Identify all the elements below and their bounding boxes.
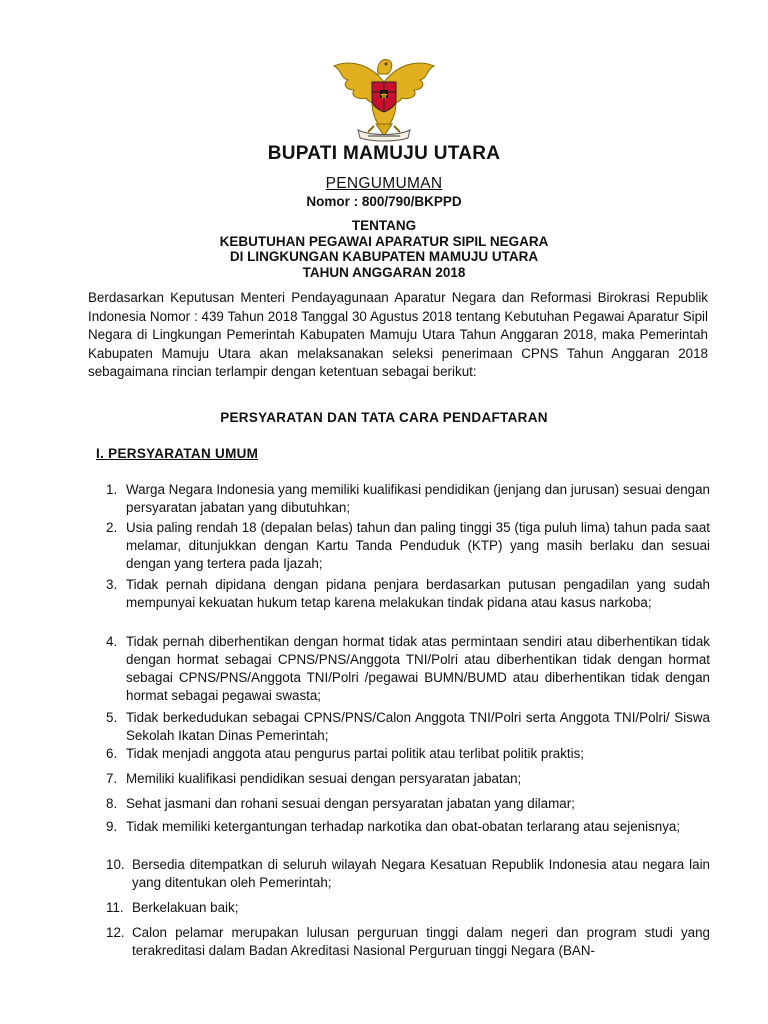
item-text: Bersedia ditempatkan di seluruh wilayah Negara Kesatuan Republik Indonesia atau negara lain yang ditentukan oleh Pemerintah;: [132, 857, 710, 890]
garuda-emblem-icon: [328, 52, 440, 142]
subject-line: KEBUTUHAN PEGAWAI APARATUR SIPIL NEGARA: [219, 233, 549, 249]
list-item: [106, 576, 710, 612]
item-number: 10.: [106, 857, 125, 872]
subject-line: TENTANG: [351, 218, 417, 233]
item-text: Warga Negara Indonesia yang memiliki kualifikasi pendidikan (jenjang dan jurusan) sesuai dengan persyaratan jabatan yang dibutuhkan;: [126, 482, 710, 515]
item-text: Tidak menjadi anggota atau pengurus partai politik atau terlibat politik praktis;: [126, 746, 585, 761]
item-text: Sehat jasmani dan rohani sesuai dengan persyaratan jabatan yang dilamar;: [126, 796, 575, 811]
list-item: [106, 795, 710, 813]
item-text: Usia paling rendah 18 (depalan belas) tahun dan paling tinggi 35 (tiga puluh lima) tahun pada saat melamar, ditunjukkan dengan Kartu Tanda Penduduk (KTP) yang masih berlaku dan sesuai dengan yang tertera pada Ijazah;: [126, 520, 710, 571]
item-text: Tidak pernah dipidana dengan pidana penjara berdasarkan putusan pengadilan yang sudah mempunyai kekuatan hukum tetap karena melakukan tindak pidana atau kasus narkoba;: [126, 577, 710, 610]
item-number: 3.: [106, 577, 118, 592]
list-item: [106, 856, 710, 892]
subject-line: DI LINGKUNGAN KABUPATEN MAMUJU UTARA: [229, 249, 539, 264]
item-number: 12.: [106, 925, 125, 940]
list-item: [106, 709, 710, 745]
document-number: Nomor : 800/790/BKPPD: [306, 194, 462, 209]
item-number: 6.: [106, 746, 118, 761]
list-item: [106, 924, 710, 960]
item-text: Memiliki kualifikasi pendidikan sesuai dengan persyaratan jabatan;: [126, 771, 522, 786]
item-text: Tidak memiliki ketergantungan terhadap narkotika dan obat-obatan terlarang atau sejenisnya;: [126, 819, 681, 834]
item-number: 5.: [106, 710, 118, 725]
list-item: [106, 481, 710, 517]
item-text: Calon pelamar merupakan lulusan perguruan tinggi dalam negeri dan program studi yang terakreditasi dalam Badan Akreditasi Nasional Perguruan tinggi Negara (BAN-: [132, 925, 710, 958]
item-text: Tidak pernah diberhentikan dengan hormat tidak atas permintaan sendiri atau diberhentikan tidak dengan hormat sebagai CPNS/PNS/Anggota TNI/Polri atau diberhentikan tidak dengan hormat sebagai CPNS/PNS/Anggota TNI/Polri /pegawai BUMN/BUMD atau diberhentikan tidak dengan hormat sebagai pegawai swasta;: [126, 634, 710, 703]
item-number: 9.: [106, 819, 118, 834]
list-item: [106, 818, 710, 836]
announcement-heading: PENGUMUMAN: [325, 175, 443, 192]
subsection-title: PERSYARATAN UMUM: [108, 446, 259, 461]
item-number: 8.: [106, 796, 118, 811]
subject-line: TAHUN ANGGARAN 2018: [302, 264, 466, 280]
list-item: [106, 770, 710, 788]
intro-paragraph: Berdasarkan Keputusan Menteri Pendayagunaan Aparatur Negara dan Reformasi Birokrasi Republik Indonesia Nomor : 439 Tahun 2018 Tanggal 30 Agustus 2018 tentang Kebutuhan Pegawai Aparatur Sipil Negara di Lingkungan Pemerintah Kabupaten Mamuju Utara Tahun Anggaran 2018, maka Pemerintah Kabupaten Mamuju Utara akan melaksanakan seleksi penerimaan CPNS Tahun Anggaran 2018 sebagaimana rincian terlampir dengan ketentuan sebagai berikut:: [88, 290, 708, 379]
list-item: [106, 899, 710, 917]
item-number: 7.: [106, 771, 118, 786]
list-item: [106, 633, 710, 705]
subsection-heading: [96, 446, 258, 461]
subsection-prefix: I.: [96, 446, 105, 461]
item-text: Tidak berkedudukan sebagai CPNS/PNS/Calon Anggota TNI/Polri serta Anggota TNI/Polri/ Siswa Sekolah Ikatan Dinas Pemerintah;: [126, 710, 710, 743]
item-number: 1.: [106, 482, 118, 497]
subject-block: [0, 218, 768, 280]
list-item: [106, 745, 710, 763]
item-number: 2.: [106, 520, 118, 535]
section-title: PERSYARATAN DAN TATA CARA PENDAFTARAN: [220, 410, 548, 425]
item-number: 4.: [106, 634, 118, 649]
issuer-title: BUPATI MAMUJU UTARA: [267, 143, 501, 164]
list-item: [106, 519, 710, 573]
item-text: Berkelakuan baik;: [132, 900, 239, 915]
item-number: 11.: [106, 900, 124, 915]
